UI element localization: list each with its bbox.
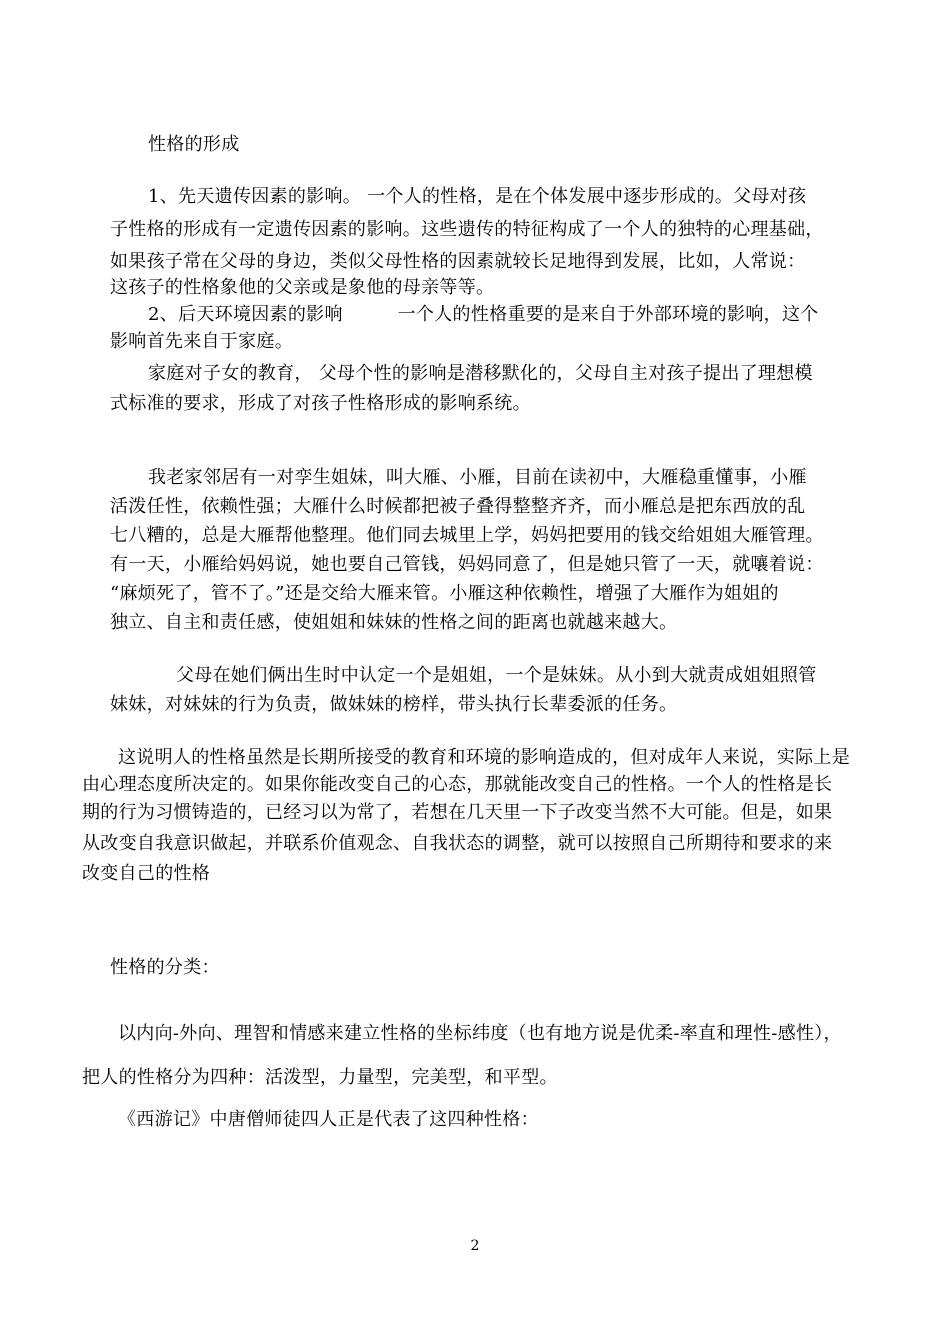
paragraph-line: 父母在她们俩出生时中认定一个是姐姐，一个是妹妹。从小到大就责成姐姐照管 [176,665,817,686]
paragraph-line: 以内向-外向、理智和情感来建立性格的坐标纬度（也有地方说是优柔-率直和理性-感性）， [118,1023,842,1044]
paragraph-line: 家庭对子女的教育， 父母个性的影响是潜移默化的，父母自主对孩子提出了理想模 [148,363,813,384]
paragraph-line: 《西游记》中唐僧师徒四人正是代表了这四种性格： [118,1109,539,1130]
paragraph-line: 这孩子的性格象他的父亲或是象他的母亲等等。 [110,277,495,298]
paragraph-line: 把人的性格分为四种：活泼型，力量型，完美型，和平型。 [82,1067,558,1088]
paragraph-line: 子性格的形成有一定遗传因素的影响。这些遗传的特征构成了一个人的独特的心理基础， [110,219,824,240]
paragraph-line: 我老家邻居有一对孪生姐妹，叫大雁、小雁，目前在读初中，大雁稳重懂事，小雁 [148,467,807,488]
section-heading-classification: 性格的分类： [110,957,220,978]
paragraph-line: 独立、自主和责任感，使姐姐和妹妹的性格之间的距离也就越来越大。 [110,612,678,633]
paragraph-line: “麻烦死了，管不了。”还是交给大雁来管。小雁这种依赖性，增强了大雁作为姐姐的 [110,583,779,604]
page-number: 2 [470,1238,480,1254]
paragraph-line: 影响首先来自于家庭。 [110,331,293,352]
paragraph-line: 七八糟的，总是大雁帮他整理。他们同去城里上学，妈妈把要用的钱交给姐姐大雁管理。 [110,525,824,546]
paragraph-line: 妹妹，对妹妹的行为负责，做妹妹的榜样，带头执行长辈委派的任务。 [110,694,678,715]
paragraph-line: 活泼任性，依赖性强；大雁什么时候都把被子叠得整整齐齐，而小雁总是把东西放的乱 [110,496,806,517]
paragraph-line: 从改变自我意识做起，并联系价值观念、自我状态的调整，就可以按照自己所期待和要求的来 [82,833,833,854]
paragraph-line: 有一天，小雁给妈妈说，她也要自己管钱，妈妈同意了，但是她只管了一天，就嚷着说： [110,554,824,575]
paragraph-line: 如果孩子常在父母的身边，类似父母性格的因素就较长足地得到发展，比如，人常说： [110,251,806,272]
paragraph-line: 1、先天遗传因素的影响。 一个人的性格，是在个体发展中逐步形成的。父母对孩 [148,186,807,207]
paragraph-line: 式标准的要求，形成了对孩子性格形成的影响系统。 [110,393,531,414]
paragraph-line: 期的行为习惯铸造的，已经习以为常了，若想在几天里一下子改变当然不大可能。但是，如果 [82,802,833,823]
paragraph-line: 这说明人的性格虽然是长期所接受的教育和环境的影响造成的，但对成年人来说，实际上是 [118,747,850,768]
paragraph-line: 改变自己的性格 [82,863,211,884]
section-heading-formation: 性格的形成 [148,134,240,155]
paragraph-line: 由心理态度所决定的。如果你能改变自己的心态，那就能改变自己的性格。一个人的性格是长 [82,774,833,795]
paragraph-line: 2、后天环境因素的影响 一个人的性格重要的是来自于外部环境的影响，这个 [148,304,819,325]
